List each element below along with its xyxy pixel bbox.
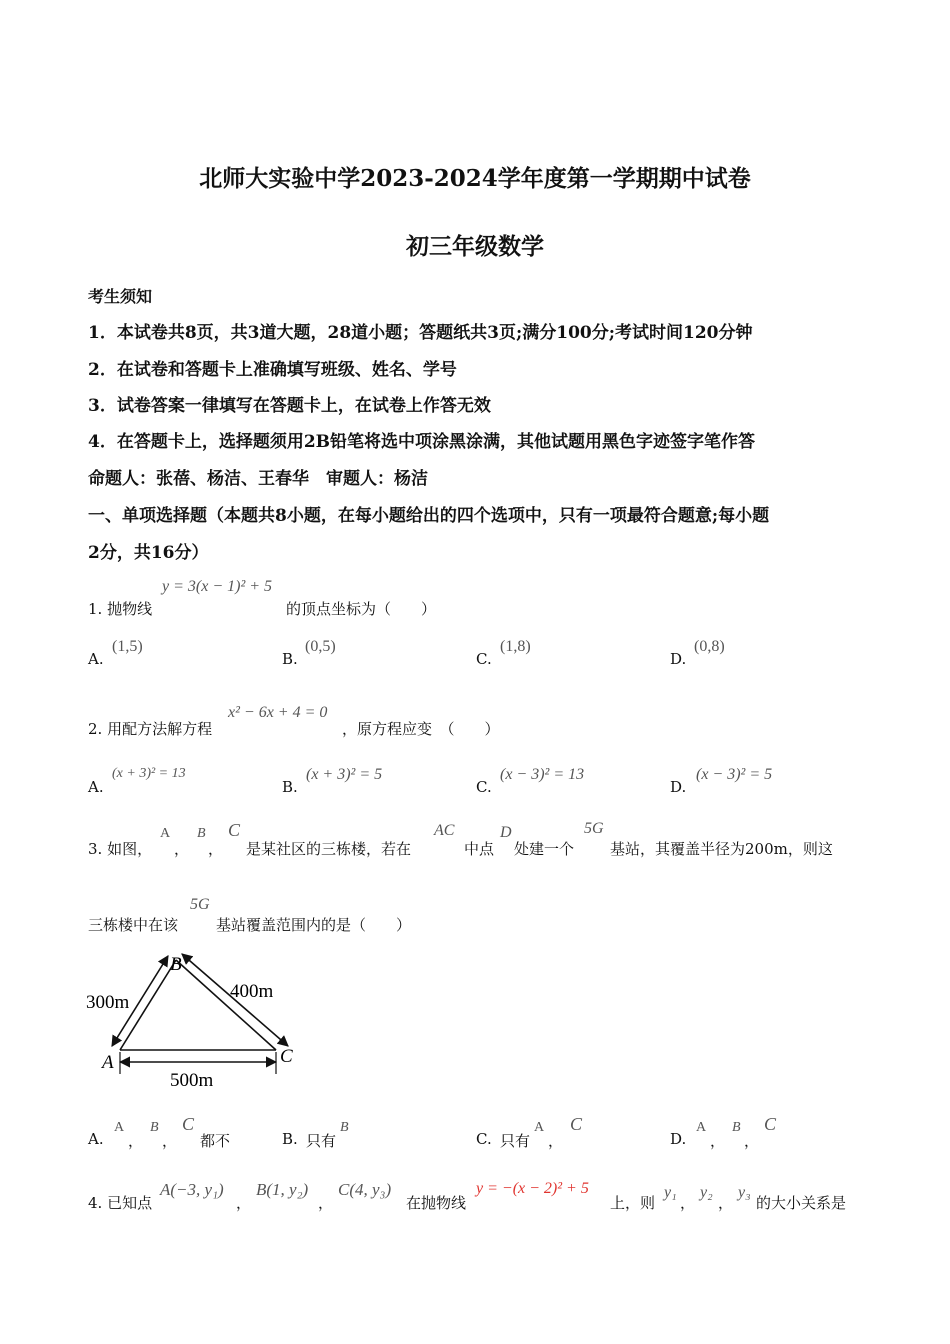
q3-point-d: D	[500, 824, 512, 841]
q1-option-c: (1,8)	[500, 638, 531, 655]
figure-ab-length: 300m	[86, 992, 130, 1013]
q4-y1: y₁	[664, 1184, 677, 1201]
q4-comma: ，	[318, 1194, 334, 1212]
q4-formula: y = −(x − 2)² + 5	[476, 1180, 589, 1197]
q3-option-d-point: A	[696, 1120, 707, 1135]
q1-option-b-label: B.	[282, 650, 298, 668]
q3-text: 处建一个	[514, 840, 575, 858]
q2-suffix: ，原方程应变 （ ）	[342, 720, 500, 738]
q3-line2-end: 基站覆盖范围内的是（ ）	[216, 916, 412, 934]
q3-option-c-text: 只有	[500, 1132, 531, 1150]
notice-item: 3．试卷答案一律填写在答题卡上，在试卷上作答无效	[88, 396, 491, 416]
q3-comma: ，	[208, 840, 224, 858]
q4-point-c: C(4, y₃)	[338, 1180, 392, 1199]
section-heading-cont: 2分，共16分）	[88, 543, 209, 563]
q2-formula: x² − 6x + 4 = 0	[228, 704, 328, 721]
q1-option-d-label: D.	[670, 650, 687, 668]
q4-comma: ，	[718, 1194, 734, 1212]
q3-text: 基站，其覆盖半径为200m，则这	[610, 840, 833, 858]
q3-option-d-point: B	[732, 1120, 741, 1135]
notice-item: 2．在试卷和答题卡上准确填写班级、姓名、学号	[88, 360, 457, 380]
q3-option-b-point: B	[340, 1120, 349, 1135]
figure-label-c: C	[280, 1046, 293, 1067]
figure-label-b: B	[170, 954, 182, 975]
q1-option-c-label: C.	[476, 650, 492, 668]
q1-option-a: (1,5)	[112, 638, 143, 655]
q1-suffix: 的顶点坐标为（ ）	[286, 600, 437, 618]
notice-heading: 考生须知	[88, 287, 153, 306]
q2-prefix: 2. 用配方法解方程	[88, 720, 213, 738]
q4-text: 在抛物线	[406, 1194, 467, 1212]
q4-comma: ，	[236, 1194, 252, 1212]
section-heading: 一、单项选择题（本题共8小题，在每小题给出的四个选项中，只有一项最符合题意;每小题	[88, 506, 770, 526]
q3-option-a-point: A	[114, 1120, 125, 1135]
q3-point-b: B	[197, 826, 206, 841]
q4-y2: y₂	[700, 1184, 713, 1201]
authors-line: 命题人：张蓓、杨洁、王春华 审题人：杨洁	[88, 469, 428, 489]
q3-comma: ，	[162, 1132, 178, 1150]
q1-option-d: (0,8)	[694, 638, 725, 655]
q2-option-b-label: B.	[282, 778, 298, 796]
q3-option-b-text: 只有	[306, 1132, 337, 1150]
notice-item: 4．在答题卡上，选择题须用2B铅笔将选中项涂黑涂满，其他试题用黑色字迹签字笔作答	[88, 432, 756, 452]
q2-option-d-label: D.	[670, 778, 687, 796]
triangle-figure	[84, 950, 314, 1095]
q3-text: 中点	[464, 840, 495, 858]
q3-prefix: 3. 如图，	[88, 840, 153, 858]
q4-text: 上，则	[610, 1194, 656, 1212]
q3-segment-ac: AC	[434, 822, 455, 839]
q3-5g: 5G	[190, 896, 210, 913]
q4-prefix: 4. 已知点	[88, 1194, 153, 1212]
figure-bc-length: 400m	[230, 981, 274, 1002]
notice-item: 1．本试卷共8页，共3道大题，28道小题；答题纸共3页;满分100分;考试时间120分钟	[88, 323, 753, 343]
figure-label-a: A	[102, 1052, 114, 1073]
q3-line2: 三栋楼中在该	[88, 916, 179, 934]
q4-y3: y₃	[738, 1184, 751, 1201]
q2-option-c-label: C.	[476, 778, 492, 796]
q3-text: 是某社区的三栋楼，若在	[246, 840, 412, 858]
q2-option-a: (x + 3)² = 13	[112, 766, 186, 781]
q1-prefix: 1. 抛物线	[88, 600, 153, 618]
q4-point-a: A(−3, y₁)	[160, 1180, 224, 1199]
q2-option-d: (x − 3)² = 5	[696, 766, 773, 783]
page-title: 北师大实验中学2023-2024学年度第一学期期中试卷	[199, 165, 751, 192]
q3-option-c-point: C	[570, 1114, 583, 1134]
q3-point-a: A	[160, 826, 171, 841]
q3-option-a-label: A.	[88, 1130, 104, 1148]
q3-option-c-point: A	[534, 1120, 545, 1135]
page-subtitle: 初三年级数学	[406, 233, 544, 260]
q3-option-c-label: C.	[476, 1130, 492, 1148]
q3-option-a-point: C	[182, 1114, 195, 1134]
q3-option-b-label: B.	[282, 1130, 298, 1148]
q1-formula: y = 3(x − 1)² + 5	[162, 578, 273, 595]
q3-5g: 5G	[584, 820, 604, 837]
q3-comma: ，	[710, 1132, 726, 1150]
q3-option-d-label: D.	[670, 1130, 687, 1148]
q2-option-c: (x − 3)² = 13	[500, 766, 585, 783]
q3-comma: ，	[174, 840, 190, 858]
q4-point-b: B(1, y₂)	[256, 1180, 309, 1199]
q4-text: 的大小关系是	[756, 1194, 847, 1212]
q1-option-b: (0,5)	[305, 638, 336, 655]
q4-comma: ，	[680, 1194, 696, 1212]
q3-option-d-point: C	[764, 1114, 777, 1134]
q3-option-a-point: B	[150, 1120, 159, 1135]
q3-option-a-text: 都不	[200, 1132, 231, 1150]
q2-option-b: (x + 3)² = 5	[306, 766, 383, 783]
q3-point-c: C	[228, 820, 241, 840]
q1-option-a-label: A.	[88, 650, 104, 668]
q2-option-a-label: A.	[88, 778, 104, 796]
q3-comma: ，	[548, 1132, 564, 1150]
figure-ac-length: 500m	[170, 1070, 214, 1091]
q3-comma: ，	[128, 1132, 144, 1150]
q3-comma: ，	[744, 1132, 760, 1150]
